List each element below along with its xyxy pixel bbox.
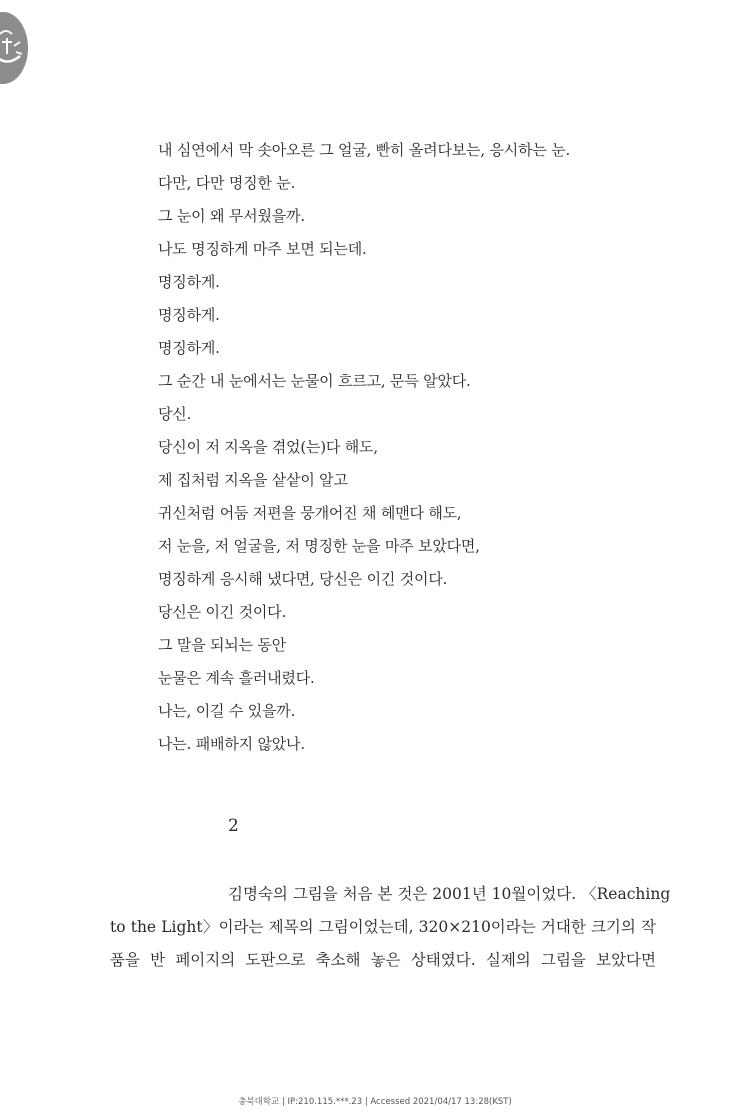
poem-line: 그 순간 내 눈에서는 눈물이 흐르고, 문득 알았다. [158,372,471,390]
poem-line: 귀신처럼 어둠 저편을 뭉개어진 채 헤맨다 해도, [158,504,462,522]
poem-line: 명징하게. [158,339,220,357]
seal-mark-icon [0,12,28,84]
poem-line: 그 말을 되뇌는 동안 [158,636,287,654]
poem-line: 명징하게. [158,306,220,324]
prose-line: 품을 반 페이지의 도판으로 축소해 놓은 상태였다. 실제의 그림을 보았다면 [110,951,656,969]
prose-line: 김명숙의 그림을 처음 본 것은 2001년 10월이었다. 〈Reaching [228,885,671,903]
poem-line: 그 눈이 왜 무서웠을까. [158,207,305,225]
poem-line: 당신은 이긴 것이다. [158,603,287,621]
access-footer: 충북대학교 | IP:210.115.***.23 | Accessed 2021/04/17 13:28(KST) [238,1097,512,1107]
poem-block [158,134,718,761]
prose-line: to the Light〉이라는 제목의 그림이었는데, 320×210이라는 거대한 크기의 작 [110,918,656,936]
poem-line: 나는. 패배하지 않았나. [158,735,305,753]
poem-line: 명징하게. [158,273,220,291]
poem-line: 나는, 이길 수 있을까. [158,702,296,720]
publisher-seal-logo [0,12,28,84]
poem-line: 다만, 다만 명징한 눈. [158,174,296,192]
poem-line: 제 집처럼 지옥을 샅샅이 알고 [158,471,348,489]
poem-line: 나도 명징하게 마주 보면 되는데. [158,240,367,258]
poem-line: 명징하게 응시해 냈다면, 당신은 이긴 것이다. [158,570,448,588]
prose-paragraph [110,878,671,977]
poem-line: 당신. [158,405,192,423]
poem-line: 당신이 저 지옥을 겪었(는)다 해도, [158,438,378,456]
section-number: 2 [228,816,239,836]
poem-line: 내 심연에서 막 솟아오른 그 얼굴, 빤히 올려다보는, 응시하는 눈. [158,141,571,159]
poem-line: 저 눈을, 저 얼굴을, 저 명징한 눈을 마주 보았다면, [158,537,480,555]
poem-line: 눈물은 계속 흘러내렸다. [158,669,315,687]
